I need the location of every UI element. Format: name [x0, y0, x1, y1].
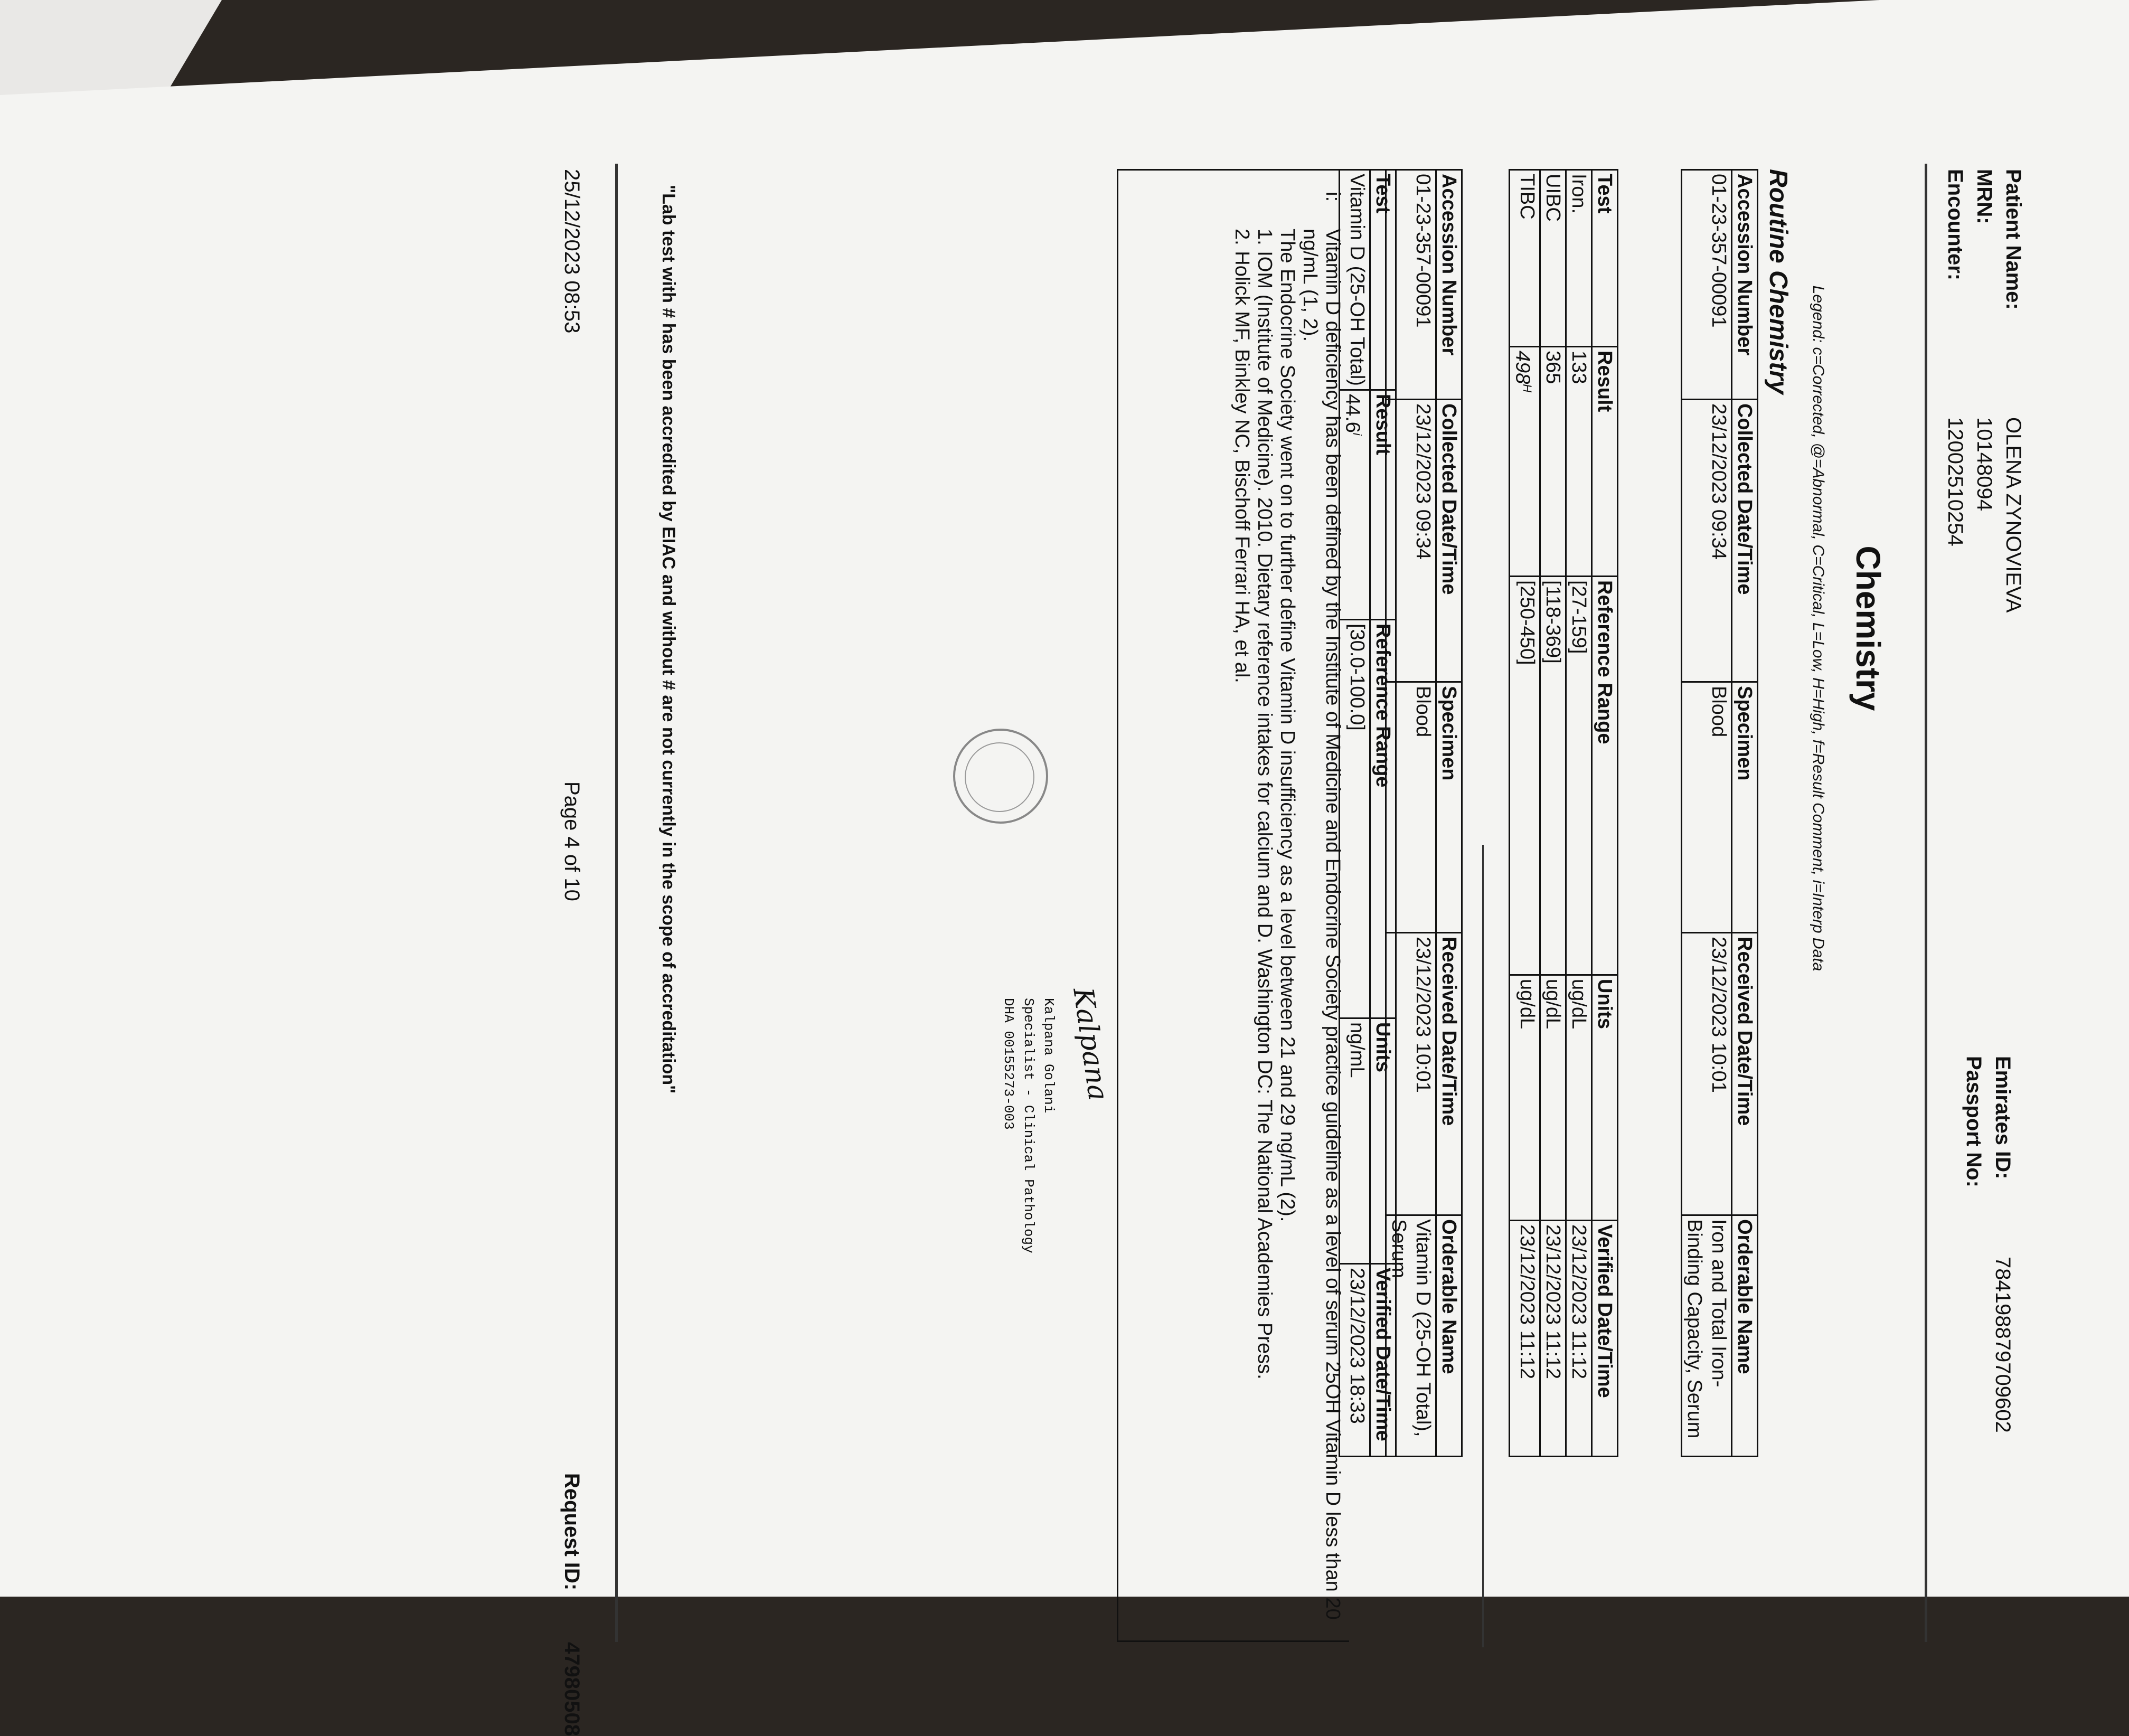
accession-number: 01-23-357-00091 [1386, 170, 1436, 400]
col-verified: Verified Date/Time [1370, 1263, 1396, 1456]
col-units: Units [1592, 975, 1618, 1221]
order-header-row [1436, 170, 1462, 1457]
received-datetime: 23/12/2023 10:01 [1682, 933, 1732, 1215]
patient-name: OLENA ZYNOVIEVA [2002, 417, 2025, 613]
received-datetime: 23/12/2023 10:01 [1386, 933, 1436, 1215]
orderable-name: Iron and Total Iron-Binding Capacity, Serum [1682, 1215, 1732, 1457]
result-number: 44.6 [1341, 393, 1364, 433]
lab-report-document [209, 0, 2104, 1736]
col-specimen: Specimen [1732, 682, 1758, 933]
table-row [1540, 170, 1566, 1457]
col-collected: Collected Date/Time [1436, 400, 1462, 682]
signatory-block [998, 998, 1059, 1253]
units: ug/dL [1540, 975, 1566, 1221]
interp-line: Vitamin D deficiency has been defined by the Institute of Medicine and Endocrine Society practice guideline as a level of serum 25OH Vitamin D less than 20 ng/mL (1, 2). [1299, 229, 1344, 1620]
emirates-id-value: 784198879709602 [1991, 1257, 2014, 1433]
reference-range: [250-450] [1510, 577, 1540, 975]
col-units: Units [1370, 1018, 1396, 1263]
report-legend: Legend: c=Corrected, @=Abnormal, C=Critical, L=Low, H=High, f=Result Comment, i=Interp Data [1810, 285, 1827, 971]
col-result: Result [1592, 347, 1618, 577]
reference-range: [118-369] [1540, 577, 1566, 975]
col-test: Test [1370, 170, 1396, 390]
order-separator [1482, 845, 1484, 1647]
collected-datetime: 23/12/2023 09:34 [1682, 400, 1732, 682]
handwritten-signature: Kalpana [1067, 985, 1114, 1103]
reference-range: [27-159] [1566, 577, 1592, 975]
results-header-row [1370, 170, 1396, 1457]
encounter-value: 12002510254 [1944, 417, 1967, 546]
emirates-id-label: Emirates ID: [1991, 1056, 2014, 1180]
interpretation-box [1117, 169, 1349, 1642]
interp-label: i: [1322, 192, 1344, 202]
col-specimen: Specimen [1436, 682, 1462, 933]
units: ng/mL [1340, 1018, 1370, 1263]
accession-number: 01-23-357-00091 [1682, 170, 1732, 400]
patient-name-label: Patient Name: [2002, 169, 2025, 310]
header-divider [1925, 164, 1927, 1642]
results-table-iron [1509, 169, 1618, 1457]
mrn-value: 10148094 [1973, 417, 1996, 511]
result-value [1510, 347, 1540, 577]
col-test: Test [1592, 170, 1618, 347]
result-number: 133 [1568, 351, 1590, 384]
col-orderable: Orderable Name [1732, 1215, 1758, 1457]
interp-line: The Endocrine Society went on to further define Vitamin D insufficiency as a level between 21 and 29 ng/mL (2). [1276, 229, 1298, 1222]
result-number: 365 [1542, 351, 1564, 384]
order-table-iron [1681, 169, 1758, 1457]
encounter-label: Encounter: [1944, 169, 1967, 281]
order-table-vitamin-d [1385, 169, 1463, 1457]
units: ug/dL [1566, 975, 1592, 1221]
table-row [1510, 170, 1540, 1457]
interp-line: 2. Holick MF, Binkley NC, Bischoff Ferrari HA, et al. [1231, 229, 1253, 683]
passport-label: Passport No: [1962, 1056, 1985, 1187]
mrn-label: MRN: [1973, 169, 1996, 224]
signatory-license: DHA 00155273-003 [1001, 998, 1016, 1130]
footer-divider [615, 164, 618, 1642]
orderable-name: Vitamin D (25-OH Total), Serum [1386, 1215, 1436, 1457]
accreditation-note: "Lab test with # has been accredited by EIAC and without # are not currently in the scope of accreditation" [658, 185, 679, 1094]
section-title: Routine Chemistry [1764, 169, 1792, 394]
high-flag: H [1521, 384, 1534, 393]
order-row [1682, 170, 1732, 1457]
verified-datetime: 23/12/2023 11:12 [1510, 1221, 1540, 1457]
seal-inner-ring [965, 742, 1034, 812]
specimen: Blood [1386, 682, 1436, 933]
lab-seal-stamp [953, 729, 1048, 824]
signatory-name: Kalpana Golani [1041, 998, 1057, 1114]
col-reference-range: Reference Range [1592, 577, 1618, 975]
result-value [1566, 347, 1592, 577]
col-collected: Collected Date/Time [1732, 400, 1758, 682]
interp-line: 1. IOM (Institute of Medicine). 2010. Dietary reference intakes for calcium and D. Washington DC: The National Academies Press. [1254, 229, 1276, 1380]
interp-text [1230, 229, 1344, 1628]
col-received: Received Date/Time [1436, 933, 1462, 1215]
collected-datetime: 23/12/2023 09:34 [1386, 400, 1436, 682]
col-reference-range: Reference Range [1370, 619, 1396, 1018]
specimen: Blood [1682, 682, 1732, 933]
verified-datetime: 23/12/2023 11:12 [1540, 1221, 1566, 1457]
col-verified: Verified Date/Time [1592, 1221, 1618, 1457]
test-name: Vitamin D (25-OH Total) [1340, 170, 1370, 390]
result-number: 498 [1511, 351, 1534, 384]
verified-datetime: 23/12/2023 11:12 [1566, 1221, 1592, 1457]
interp-flag-marker: i [1351, 432, 1364, 436]
printed-datetime: 25/12/2023 08:53 [560, 169, 583, 334]
results-header-row [1592, 170, 1618, 1457]
test-name: UIBC [1540, 170, 1566, 347]
col-received: Received Date/Time [1732, 933, 1758, 1215]
request-id-label: Request ID: [560, 1473, 583, 1591]
request-id-value: 47980508 [560, 1642, 583, 1736]
signatory-title: Specialist - Clinical Pathology [1021, 998, 1037, 1253]
col-result: Result [1370, 390, 1396, 619]
col-accession: Accession Number [1436, 170, 1462, 400]
page-number: Page 4 of 10 [560, 781, 583, 901]
reference-range: [30.0-100.0] [1340, 619, 1370, 1018]
table-row [1566, 170, 1592, 1457]
test-name: Iron. [1566, 170, 1592, 347]
result-value [1540, 347, 1566, 577]
report-title: Chemistry [1849, 545, 1887, 711]
units: ug/dL [1510, 975, 1540, 1221]
col-accession: Accession Number [1732, 170, 1758, 400]
test-name: TIBC [1510, 170, 1540, 347]
col-orderable: Orderable Name [1436, 1215, 1462, 1457]
verified-datetime: 23/12/2023 18:33 [1340, 1263, 1370, 1456]
order-header-row [1732, 170, 1758, 1457]
